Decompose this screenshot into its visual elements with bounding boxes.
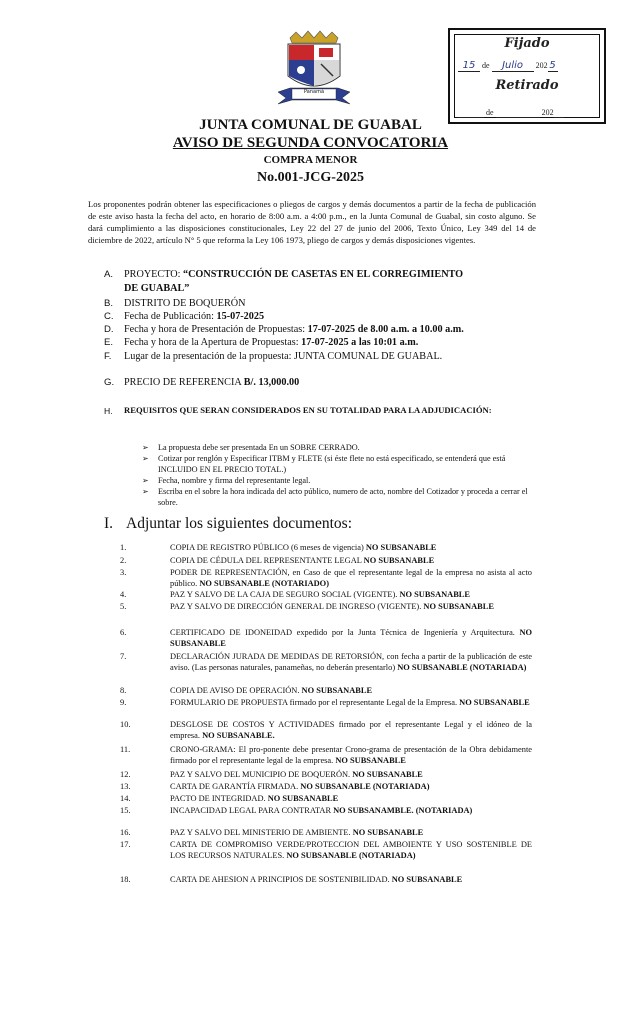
document-description: CARTA DE GARANTÍA FIRMADA.: [170, 782, 301, 791]
fijado-de: de: [482, 61, 490, 70]
document-number: 11.: [120, 745, 131, 754]
document-text: [170, 806, 532, 817]
fijado-year-prefix: 202: [535, 61, 548, 70]
logo-ribbon-text: Panamá: [303, 89, 325, 95]
item-h-letter: H.: [104, 406, 113, 416]
fijado-label: Fijado: [504, 36, 550, 51]
document-number: 4.: [120, 590, 127, 599]
document-status: NO SUBSANABLE: [363, 556, 435, 565]
document-text: [170, 590, 532, 601]
document-status: NO SUBSANABLE: [391, 875, 463, 884]
document-text: [170, 782, 532, 793]
document-description: PAZ Y SALVO DEL MUNICIPIO DE BOQUERÓN.: [170, 770, 353, 779]
document-number: 2.: [120, 556, 127, 565]
notice-number: No.001-JCG-2025: [257, 170, 364, 185]
document-text: [170, 556, 532, 567]
document-number: 8.: [120, 686, 127, 695]
entity-title: JUNTA COMUNAL DE GUABAL: [199, 117, 422, 133]
requirements-bullets: [142, 442, 542, 508]
document-text: [170, 698, 532, 709]
document-description: CARTA DE AHESION A PRINCIPIOS DE SOSTENIBILIDAD.: [170, 875, 392, 884]
retirado-de: de: [486, 108, 494, 117]
document-number: 13.: [120, 782, 131, 791]
document-description: PAZ Y SALVO DE DIRECCIÓN GENERAL DE INGRESO (VIGENTE).: [170, 602, 424, 611]
retirado-year-prefix: 202: [541, 108, 554, 117]
item-f: F. Lugar de la presentación de la propuesta: JUNTA COMUNAL DE GUABAL.: [104, 351, 443, 362]
document-description: COPIA DE AVISO DE OPERACIÓN.: [170, 686, 302, 695]
fijado-year-suffix: 5: [549, 60, 556, 71]
document-description: PACTO DE INTEGRIDAD.: [170, 794, 268, 803]
document-number: 14.: [120, 794, 131, 803]
item-g: G. PRECIO DE REFERENCIA B/. 13,000.00: [104, 377, 300, 388]
section-i-heading: I. Adjuntar los siguientes documentos:: [104, 515, 353, 532]
document-text: [170, 840, 532, 861]
document-description: COPIA DE REGISTRO PÚBLICO (6 meses de vigencia): [170, 543, 366, 552]
intro-paragraph: Los proponentes podrán obtener las especificaciones o pliegos de cargos y demás documentos a partir de la fecha de publicación de este aviso hasta la fecha del acto, en horario de 8:00 a.m. a 4:00 p.m., en la Junta Comunal de Guabal, sin costo alguno. Se dará cumplimiento a las disposiciones constitucionales, Ley 22 del 27 de junio del 2006, Texto Único, Ley 349 del 14 de diciembre de 2022, artículo N° 5 que reforma la Ley 106 1973, pliego de cargos y demás disposiciones vigentes.: [88, 199, 536, 245]
document-description: DECLARACIÓN JURADA DE MEDIDAS DE RETORSIÓN, con fecha a partir de la publicación de este aviso. (Las personas naturales, panameñas, no deberán presentarlo): [170, 652, 532, 672]
item-e: E. Fecha y hora de la Apertura de Propuestas: 17-07-2025 a las 10:01 a.m.: [104, 337, 419, 348]
document-number: 18.: [120, 875, 131, 884]
document-number: 7.: [120, 652, 127, 661]
document-status: NO SUBSANABLE: [267, 794, 339, 803]
document-description: CARTA DE COMPROMISO VERDE/PROTECCION DEL AMBOIENTE Y USO SOSTENIBLE DE LOS RECURSOS NATURALES.: [170, 840, 532, 860]
document-number: 16.: [120, 828, 131, 837]
document-status: NO SUBSANABLE: [399, 590, 470, 599]
document-description: PAZ Y SALVO DE LA CAJA DE SEGURO SOCIAL (VIGENTE).: [170, 590, 400, 599]
document-status: NO SUBSANABLE: [170, 628, 532, 648]
document-text: [170, 828, 532, 839]
document-status: NO SUBSANABLE: [365, 543, 437, 552]
document-status: NO SUBSANABLE (NOTARIADA): [300, 782, 430, 791]
bullet-item: ➢ Cotizar por renglón y Especificar ITBM y FLETE (si éste flete no está especificado, se entenderá que está INCLUIDO EN EL PRECIO TOTAL.): [142, 453, 542, 475]
fijado-retirado-stamp: [448, 28, 606, 124]
item-d: D. Fecha y hora de Presentación de Propuestas: 17-07-2025 de 8.00 a.m. a 10.00 a.m.: [104, 324, 464, 335]
document-status: NO SUBSANABLE: [335, 755, 406, 765]
document-number: 6.: [120, 628, 127, 637]
document-text: [170, 875, 532, 886]
document-number: 9.: [120, 698, 127, 707]
bullet-item: ➢ Fecha, nombre y firma del representante legal.: [142, 475, 542, 486]
document-description: CERTIFICADO DE IDONEIDAD expedido por la Junta Técnica de Ingeniería y Arquitectura.: [170, 628, 520, 637]
document-text: [170, 720, 532, 741]
item-b: B. DISTRITO DE BOQUERÓN: [104, 298, 246, 309]
item-c: C. Fecha de Publicación: 15-07-2025: [104, 311, 265, 322]
document-description: PAZ Y SALVO DEL MINISTERIO DE AMBIENTE.: [170, 828, 353, 837]
document-status: NO SUBSANABLE.: [202, 730, 275, 740]
document-text: [170, 770, 532, 781]
purchase-type: COMPRA MENOR: [263, 154, 358, 166]
document-status: NO SUBSANABLE: [423, 602, 494, 611]
retirado-label: Retirado: [495, 78, 559, 93]
document-status: NO SUBSANABLE (NOTARIADO): [199, 578, 329, 588]
document-number: 3.: [120, 568, 127, 577]
document-text: [170, 543, 532, 554]
document-status: NO SUBSANABLE: [301, 686, 373, 695]
item-a-cont: DE GUABAL”: [124, 283, 190, 294]
item-h-text: REQUISITOS QUE SERAN CONSIDERADOS EN SU TOTALIDAD PARA LA ADJUDICACIÓN:: [124, 405, 492, 415]
item-a: A. PROYECTO: “CONSTRUCCIÓN DE CASETAS EN EL CORREGIMIENTO: [104, 269, 464, 280]
document-number: 1.: [120, 543, 127, 552]
document-status: NO SUBSANABLE (NOTARIADA): [397, 662, 527, 672]
bullet-item: ➢ Escriba en el sobre la hora indicada del acto público, numero de acto, nombre del Cotizador y proceda a cerrar el sobre.: [142, 486, 542, 508]
document-description: COPIA DE CÉDULA DEL REPRESENTANTE LEGAL: [170, 556, 364, 565]
coat-of-arms-logo: [276, 30, 352, 108]
document-status: NO SUBSANAMBLE. (NOTARIADA): [333, 806, 473, 815]
document-number: 12.: [120, 770, 131, 779]
document-status: NO SUBSANABLE: [352, 828, 424, 837]
document-text: [170, 652, 532, 673]
bullet-item: ➢ La propuesta debe ser presentada En un SOBRE CERRADO.: [142, 442, 542, 453]
document-description: INCAPACIDAD LEGAL PARA CONTRATAR: [170, 806, 334, 815]
fijado-day: 15: [458, 60, 480, 72]
document-text: [170, 794, 532, 805]
document-number: 5.: [120, 602, 127, 611]
document-description: PODER DE REPRESENTACIÓN, en Caso de que el representante legal de la empresa no asista al acto público.: [170, 568, 532, 588]
document-text: [170, 602, 532, 613]
fijado-month: Julio: [492, 60, 534, 72]
document-text: [170, 568, 532, 589]
document-status: NO SUBSANABLE: [459, 698, 530, 707]
document-text: [170, 745, 532, 766]
document-text: [170, 686, 532, 697]
document-description: FORMULARIO DE PROPUESTA firmado por el representante Legal de la Empresa.: [170, 698, 460, 707]
document-number: 10.: [120, 720, 131, 729]
document-text: [170, 628, 532, 649]
notice-title: AVISO DE SEGUNDA CONVOCATORIA: [172, 135, 449, 151]
document-status: NO SUBSANABLE (NOTARIADA): [286, 850, 416, 860]
document-description: CRONO-GRAMA: El pro-ponente debe presentar Crono-grama de presentación de la Obra debidamente firmado por el representante legal de la empresa.: [170, 745, 532, 765]
document-number: 17.: [120, 840, 131, 849]
document-status: NO SUBSANABLE: [352, 770, 423, 779]
fijado-date-line: [458, 60, 600, 72]
document-description: DESGLOSE DE COSTOS Y ACTIVIDADES firmado por el representante Legal y el idóneo de la empresa.: [170, 720, 532, 740]
document-number: 15.: [120, 806, 131, 815]
